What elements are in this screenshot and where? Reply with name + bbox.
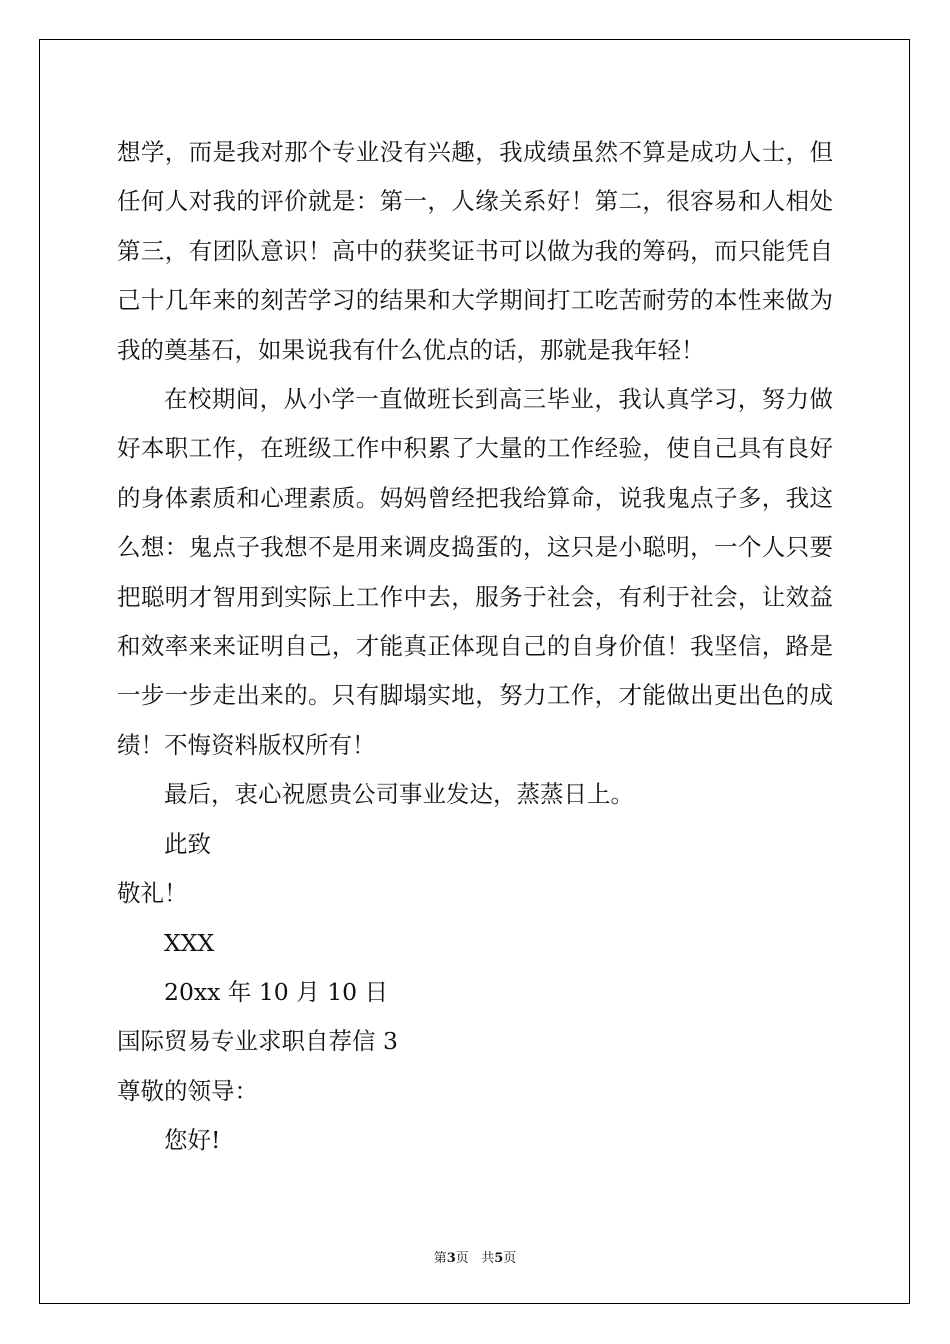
signature-date: 20xx 年 10 月 10 日 [164,977,389,1006]
footer-total-pages: 5 [494,1251,504,1266]
signature-name: XXX [164,928,215,957]
footer-current-page: 3 [446,1251,456,1266]
document-body [117,128,833,1166]
footer-total-prefix: 共 [481,1251,495,1266]
section-title: 国际贸易专业求职自荐信 3 [117,1027,398,1056]
page-footer [0,1247,950,1266]
paragraph-continued-intro: 想学，而是我对那个专业没有兴趣，我成绩虽然不算是成功人士，但任何人对我的评价就是：第一，人缘关系好！第二，很容易和人相处第三，有团队意识！高中的获奖证书可以做为我的筹码，而只能凭自己十几年来的刻苦学习的结果和大学期间打工吃苦耐劳的本性来做为我的奠基石，如果说我有什么优点的话，那就是我年轻！ [117,138,833,364]
footer-page-prefix: 第 [433,1251,447,1266]
footer-page-suffix: 页 [455,1251,469,1266]
letter-greeting-hello: 您好! [164,1126,221,1155]
paragraph-closing-wish: 最后，衷心祝愿贵公司事业发达，蒸蒸日上。 [164,780,634,809]
paragraph-school-experience: 在校期间，从小学一直做班长到高三毕业，我认真学习，努力做好本职工作，在班级工作中积累了大量的工作经验，使自己具有良好的身体素质和心理素质。妈妈曾经把我给算命，说我鬼点子多，我这么想：鬼点子我想不是用来调皮捣蛋的，这只是小聪明，一个人只要把聪明才智用到实际上工作中去，服务于社会，有利于社会，让效益和效率来来证明自己，才能真正体现自己的自身价值！我坚信，路是一步一步走出来的。只有脚塌实地，努力工作，才能做出更出色的成绩！不悔资料版权所有！ [117,385,833,759]
footer-total-suffix: 页 [503,1251,517,1266]
letter-greeting-recipient: 尊敬的领导： [117,1076,258,1105]
closing-regards: 敬礼！ [117,879,188,908]
closing-salutation: 此致 [164,829,211,858]
